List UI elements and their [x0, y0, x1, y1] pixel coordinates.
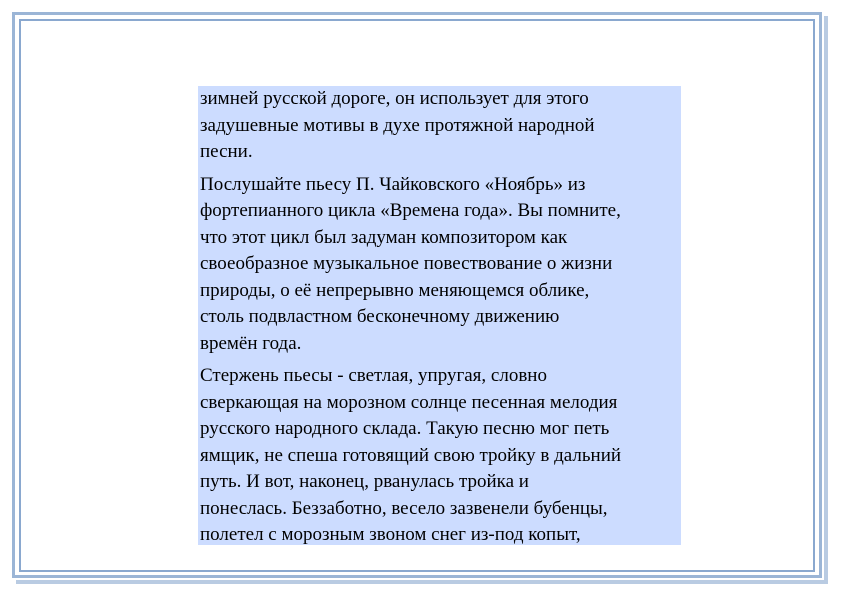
paragraph-3: Стержень пьесы - светлая, упругая, словно сверкающая на морозном солнце песенная мелодия русского народного склада. Такую песню мог петь ямщик, не спеша готовящий свою тройку в дальний путь. И вот, наконец, рванулась тройка и понеслась. Беззаботно, весело зазвенели бубенцы, полетел с морозным звоном снег из-под копыт,	[200, 365, 622, 545]
frame-shadow-right	[824, 16, 828, 582]
paragraph-2: Послушайте пьесу П. Чайковского «Ноябрь» из фортепианного цикла «Времена года». Вы помните, что этот цикл был задуман композитором как своеобразное музыкальное повествование о жизни природы, о её непрерывно меняющемся облике, столь подвластном бесконечному движению времён года.	[200, 173, 621, 354]
paragraph-1: зимней русской дороге, он использует для этого задушевные мотивы в духе протяжной народной песни.	[200, 88, 595, 162]
frame-shadow-bottom	[16, 580, 828, 584]
text-box	[198, 86, 681, 545]
